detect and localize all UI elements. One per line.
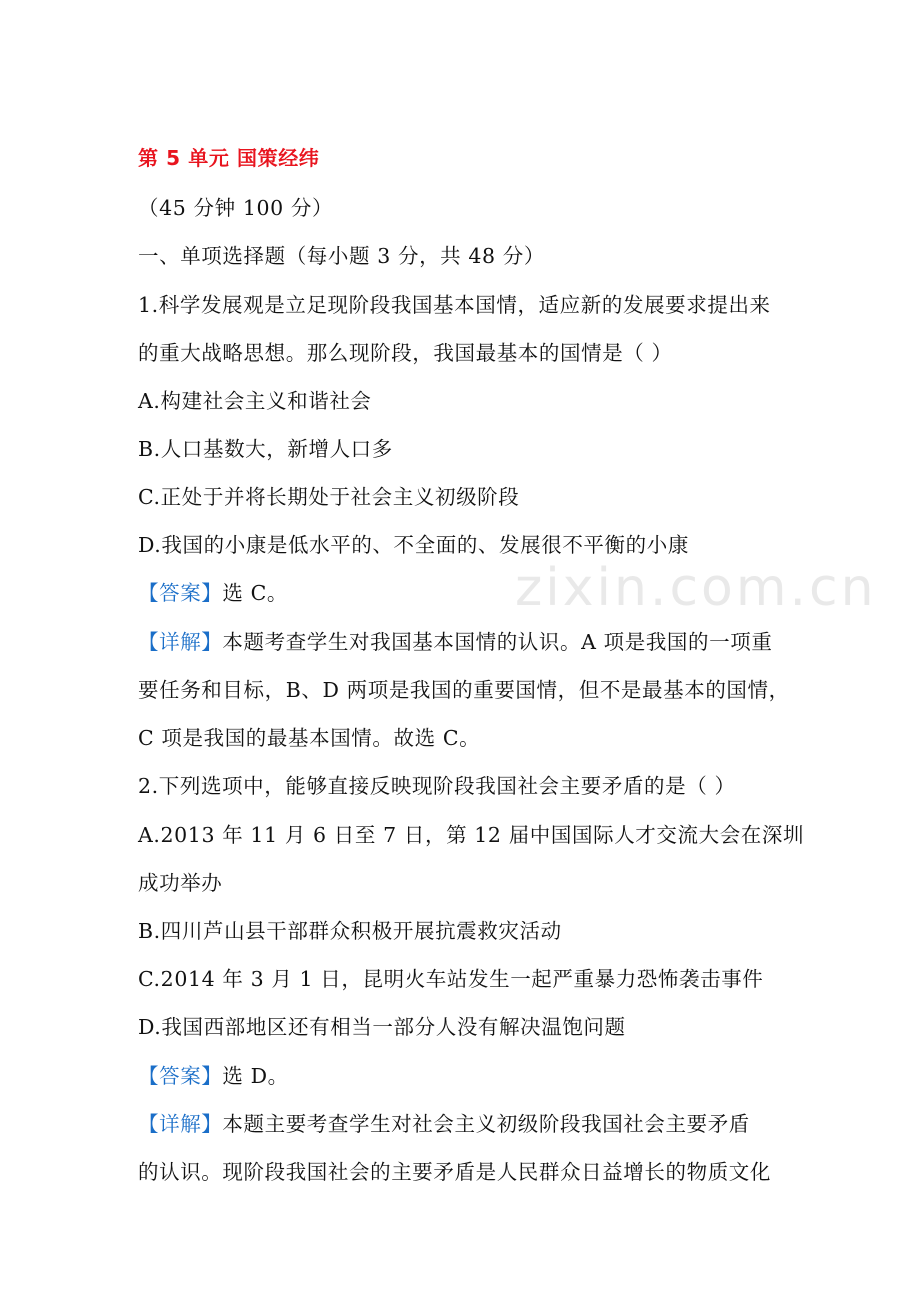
answer-text: 选 D。	[222, 1064, 289, 1088]
q2-detail-line1	[138, 1109, 788, 1139]
watermark: zixin.com.cn	[515, 558, 877, 618]
q1-detail-line1	[138, 627, 788, 657]
q2-stem: 2.下列选项中，能够直接反映现阶段我国社会主要矛盾的是（ ）	[138, 774, 736, 798]
detail-text: 本题考查学生对我国基本国情的认识。A 项是我国的一项重	[222, 630, 773, 654]
detail-tag: 【详解】	[138, 630, 223, 654]
unit-title: 第 5 单元 国策经纬	[138, 146, 320, 170]
q1-stem-line1: 1.科学发展观是立足现阶段我国基本国情，适应新的发展要求提出来	[138, 293, 771, 317]
q1-detail-line2: 要任务和目标，B、D 两项是我国的重要国情，但不是最基本的国情，	[138, 678, 790, 702]
q2-option-a-line2: 成功举办	[138, 871, 223, 895]
q2-option-a-line1: A.2013 年 11 月 6 日至 7 日，第 12 届中国国际人才交流大会在深圳	[138, 823, 805, 847]
exam-duration: （45 分钟 100 分）	[138, 196, 334, 220]
q2-option-d: D.我国西部地区还有相当一部分人没有解决温饱问题	[138, 1015, 626, 1039]
q1-stem-line2: 的重大战略思想。那么现阶段，我国最基本的国情是（ ）	[138, 341, 673, 365]
answer-tag: 【答案】	[138, 581, 223, 605]
section-heading: 一、单项选择题（每小题 3 分，共 48 分）	[138, 244, 545, 268]
q1-detail-line3: C 项是我国的最基本国情。故选 C。	[138, 726, 481, 750]
answer-tag: 【答案】	[138, 1064, 223, 1088]
q1-option-b: B.人口基数大，新增人口多	[138, 437, 393, 461]
q1-option-c: C.正处于并将长期处于社会主义初级阶段	[138, 485, 520, 509]
q2-detail-line2: 的认识。现阶段我国社会的主要矛盾是人民群众日益增长的物质文化	[138, 1160, 771, 1184]
q1-option-a: A.构建社会主义和谐社会	[138, 389, 372, 413]
q1-answer	[138, 578, 788, 608]
q2-answer	[138, 1061, 788, 1091]
answer-text: 选 C。	[222, 581, 289, 605]
q2-option-c: C.2014 年 3 月 1 日，昆明火车站发生一起严重暴力恐怖袭击事件	[138, 967, 764, 991]
detail-text: 本题主要考查学生对社会主义初级阶段我国社会主要矛盾	[222, 1112, 750, 1136]
q2-option-b: B.四川芦山县干部群众积极开展抗震救灾活动	[138, 919, 562, 943]
q1-option-d: D.我国的小康是低水平的、不全面的、发展很不平衡的小康	[138, 533, 689, 557]
detail-tag: 【详解】	[138, 1112, 223, 1136]
